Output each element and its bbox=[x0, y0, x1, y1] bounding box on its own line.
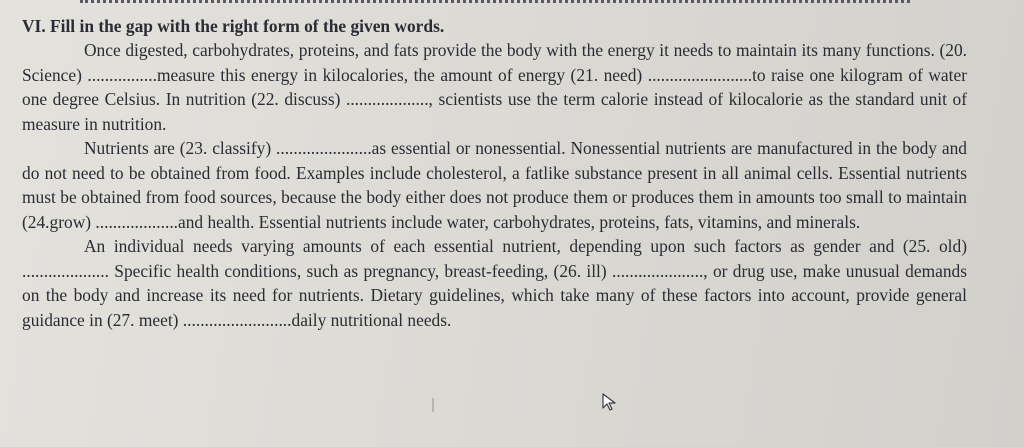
exercise-heading: VI. Fill in the gap with the right form of the given words. bbox=[22, 16, 445, 36]
paragraph-energy: Once digested, carbohydrates, proteins, and fats provide the body with the energy it needs to maintain its many functions. (20. Science) ................measure this energy in kilocalories, the amount of energy (21. need) ........................to raise one kilogram of water one degree Celsius. In nutrition (22. discuss) ..................., scientists use the term calorie instead of kilocalorie as the standard unit of measure in nutrition. bbox=[22, 40, 967, 134]
paragraph-nutrients: Nutrients are (23. classify) ......................as essential or nonessential. Nonessential nutrients are manufactured in the body and do not need to be obtained from food. Examples include cholesterol, a fatlike substance present in all animal cells. Essential nutrients must be obtained from food sources, because the body either does not produce them or produces them in amounts too small to maintain (24.grow) ...................and health. Essential nutrients include water, carbohydrates, proteins, fats, vitamins, and minerals. bbox=[22, 138, 967, 232]
exercise-section bbox=[22, 14, 967, 332]
top-dotted-rule bbox=[80, 0, 910, 9]
paper-mark bbox=[432, 398, 434, 412]
paragraph-individual-needs: An individual needs varying amounts of each essential nutrient, depending upon such factors as gender and (25. old) .................... Specific health conditions, such as pregnancy, breast-feeding, (26. ill) ....................., or drug use, make unusual demands on the body and increase its need for nutrients. Dietary guidelines, which take many of these factors into account, provide general guidance in (27. meet) .........................daily nutritional needs. bbox=[22, 236, 967, 330]
mouse-pointer-icon bbox=[600, 392, 620, 412]
